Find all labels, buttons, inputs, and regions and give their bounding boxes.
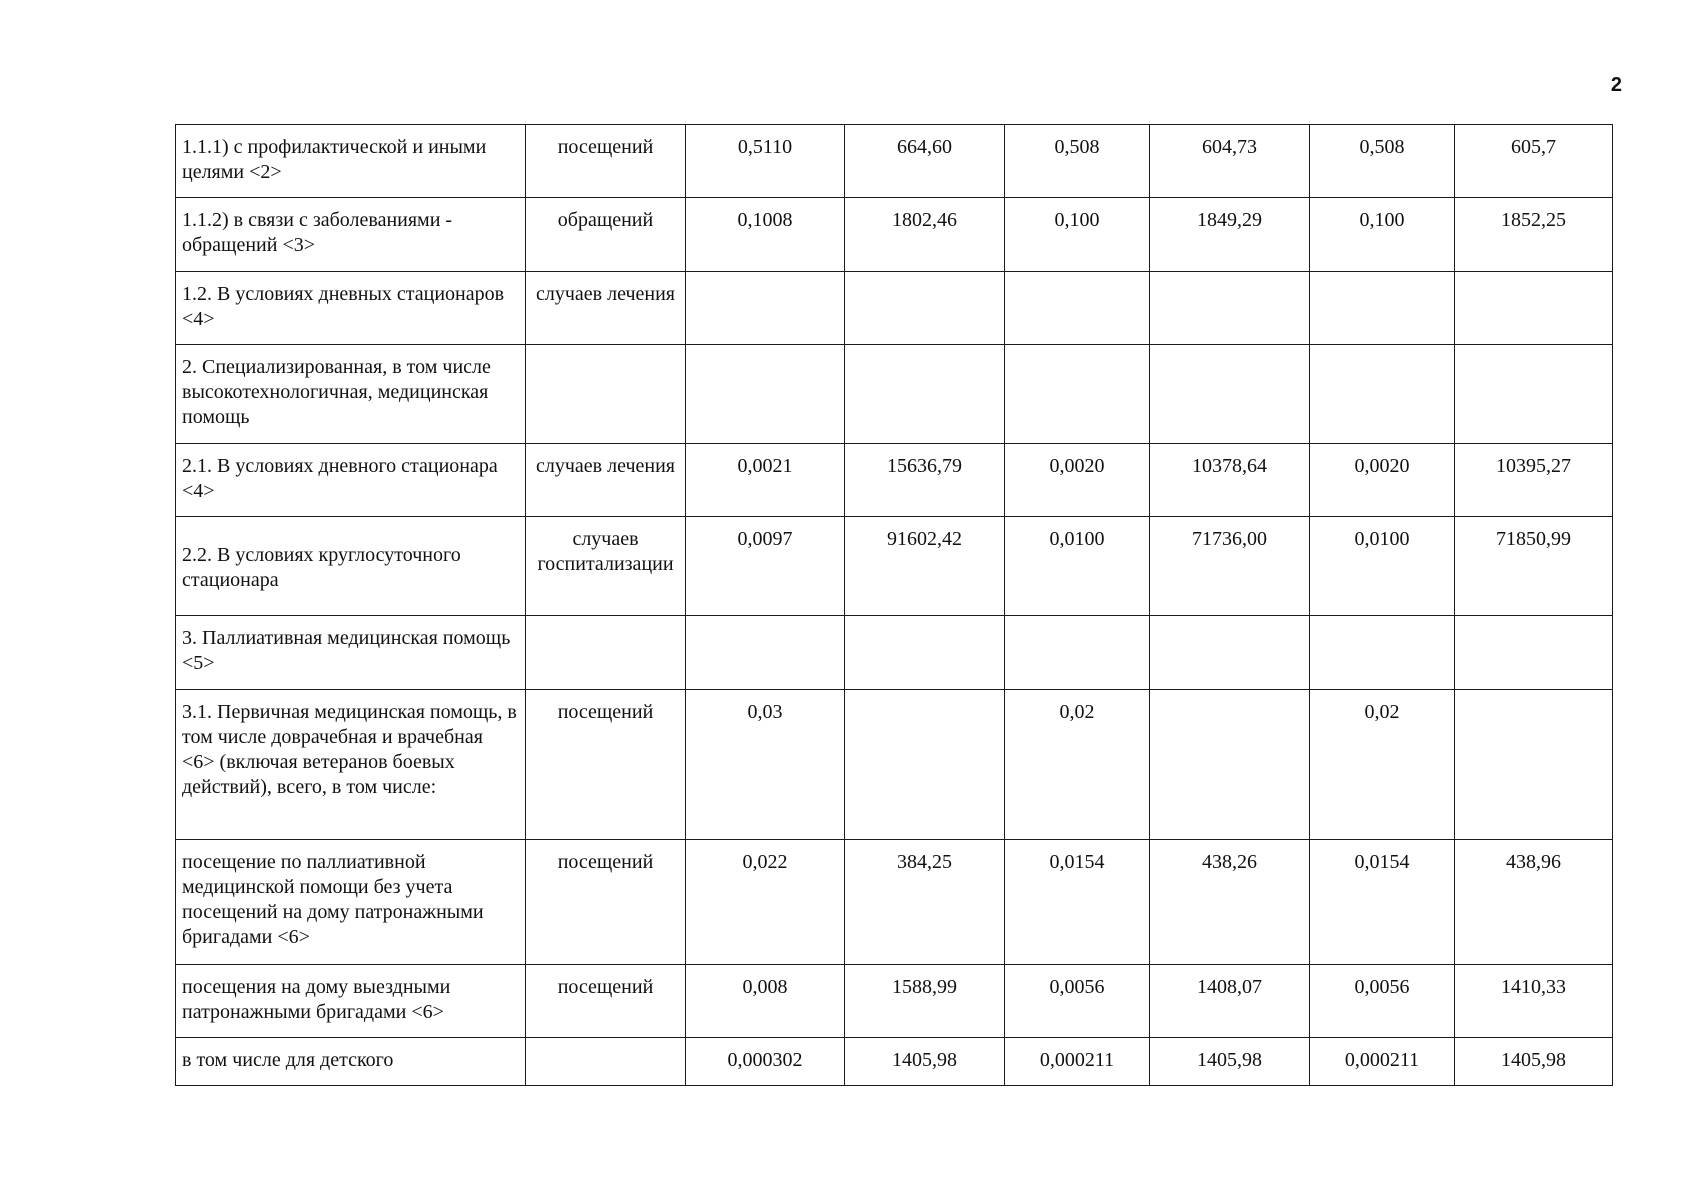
cell-value — [845, 272, 1005, 345]
table-row — [176, 840, 1613, 965]
cell-value — [1310, 272, 1455, 345]
cell-value: 0,000211 — [1310, 1038, 1455, 1086]
row-unit: посещений — [526, 840, 686, 965]
table-row — [176, 125, 1613, 198]
cell-value: 91602,42 — [845, 517, 1005, 616]
cell-value — [1455, 690, 1613, 840]
cell-value: 0,508 — [1005, 125, 1150, 198]
table-row — [176, 272, 1613, 345]
cell-value: 0,008 — [686, 965, 845, 1038]
row-unit — [526, 345, 686, 444]
cell-value: 0,0021 — [686, 444, 845, 517]
cell-value: 0,0056 — [1310, 965, 1455, 1038]
cell-value: 0,02 — [1005, 690, 1150, 840]
row-unit — [526, 1038, 686, 1086]
page-number: 2 — [1610, 74, 1622, 96]
cell-value: 0,1008 — [686, 198, 845, 272]
cell-value — [1150, 690, 1310, 840]
cell-value: 0,0020 — [1310, 444, 1455, 517]
row-name: 1.1.2) в связи с заболеваниями - обращений <3> — [176, 198, 526, 272]
cell-value — [1310, 616, 1455, 690]
cell-value — [1455, 616, 1613, 690]
table-row — [176, 965, 1613, 1038]
cell-value: 0,5110 — [686, 125, 845, 198]
cell-value — [1005, 272, 1150, 345]
cell-value: 1408,07 — [1150, 965, 1310, 1038]
cell-value: 1802,46 — [845, 198, 1005, 272]
row-unit — [526, 616, 686, 690]
row-name: 1.1.1) с профилактической и иными целями <2> — [176, 125, 526, 198]
table-row — [176, 444, 1613, 517]
cell-value: 438,26 — [1150, 840, 1310, 965]
cell-value: 10378,64 — [1150, 444, 1310, 517]
cell-value: 0,000211 — [1005, 1038, 1150, 1086]
data-table — [175, 124, 1613, 1086]
row-name: 1.2. В условиях дневных стационаров <4> — [176, 272, 526, 345]
cell-value — [1455, 272, 1613, 345]
table-row — [176, 1038, 1613, 1086]
cell-value: 71850,99 — [1455, 517, 1613, 616]
cell-value: 0,02 — [1310, 690, 1455, 840]
row-unit: посещений — [526, 690, 686, 840]
cell-value: 1588,99 — [845, 965, 1005, 1038]
row-name: 2.1. В условиях дневного стационара <4> — [176, 444, 526, 517]
row-name: посещения на дому выездными патронажными бригадами <6> — [176, 965, 526, 1038]
cell-value: 1405,98 — [1455, 1038, 1613, 1086]
cell-value: 0,0097 — [686, 517, 845, 616]
cell-value — [686, 616, 845, 690]
cell-value — [845, 690, 1005, 840]
cell-value — [1455, 345, 1613, 444]
cell-value: 1405,98 — [1150, 1038, 1310, 1086]
cell-value — [845, 345, 1005, 444]
cell-value: 604,73 — [1150, 125, 1310, 198]
cell-value: 1849,29 — [1150, 198, 1310, 272]
cell-value: 0,0154 — [1005, 840, 1150, 965]
row-name: 2.2. В условиях круглосуточного стационара — [176, 517, 526, 616]
cell-value — [686, 345, 845, 444]
row-name: посещение по паллиативной медицинской помощи без учета посещений на дому патронажными бригадами <6> — [176, 840, 526, 965]
cell-value: 605,7 — [1455, 125, 1613, 198]
row-unit: случаев лечения — [526, 444, 686, 517]
row-name: в том числе для детского — [176, 1038, 526, 1086]
cell-value: 1410,33 — [1455, 965, 1613, 1038]
cell-value: 0,0154 — [1310, 840, 1455, 965]
cell-value: 10395,27 — [1455, 444, 1613, 517]
row-unit: посещений — [526, 125, 686, 198]
row-unit: обращений — [526, 198, 686, 272]
cell-value — [845, 616, 1005, 690]
row-name: 3. Паллиативная медицинская помощь <5> — [176, 616, 526, 690]
table-row — [176, 345, 1613, 444]
cell-value — [1150, 616, 1310, 690]
row-unit: случаев госпитализации — [526, 517, 686, 616]
row-unit: посещений — [526, 965, 686, 1038]
cell-value: 438,96 — [1455, 840, 1613, 965]
row-name: 2. Специализированная, в том числе высокотехнологичная, медицинская помощь — [176, 345, 526, 444]
cell-value: 71736,00 — [1150, 517, 1310, 616]
table-row — [176, 616, 1613, 690]
cell-value — [1005, 345, 1150, 444]
cell-value: 0,03 — [686, 690, 845, 840]
table-row — [176, 198, 1613, 272]
cell-value: 0,0100 — [1005, 517, 1150, 616]
cell-value — [1150, 345, 1310, 444]
cell-value: 1852,25 — [1455, 198, 1613, 272]
cell-value: 1405,98 — [845, 1038, 1005, 1086]
cell-value: 0,0056 — [1005, 965, 1150, 1038]
row-name: 3.1. Первичная медицинская помощь, в том числе доврачебная и врачебная <6> (включая ветеранов боевых действий), всего, в том числе: — [176, 690, 526, 840]
cell-value — [1005, 616, 1150, 690]
table-row — [176, 690, 1613, 840]
cell-value: 664,60 — [845, 125, 1005, 198]
cell-value: 0,0020 — [1005, 444, 1150, 517]
cell-value: 15636,79 — [845, 444, 1005, 517]
row-unit: случаев лечения — [526, 272, 686, 345]
cell-value: 0,100 — [1005, 198, 1150, 272]
cell-value — [1150, 272, 1310, 345]
cell-value: 0,000302 — [686, 1038, 845, 1086]
table-row — [176, 517, 1613, 616]
cell-value: 0,508 — [1310, 125, 1455, 198]
cell-value: 0,022 — [686, 840, 845, 965]
cell-value — [686, 272, 845, 345]
cell-value — [1310, 345, 1455, 444]
cell-value: 384,25 — [845, 840, 1005, 965]
cell-value: 0,0100 — [1310, 517, 1455, 616]
cell-value: 0,100 — [1310, 198, 1455, 272]
